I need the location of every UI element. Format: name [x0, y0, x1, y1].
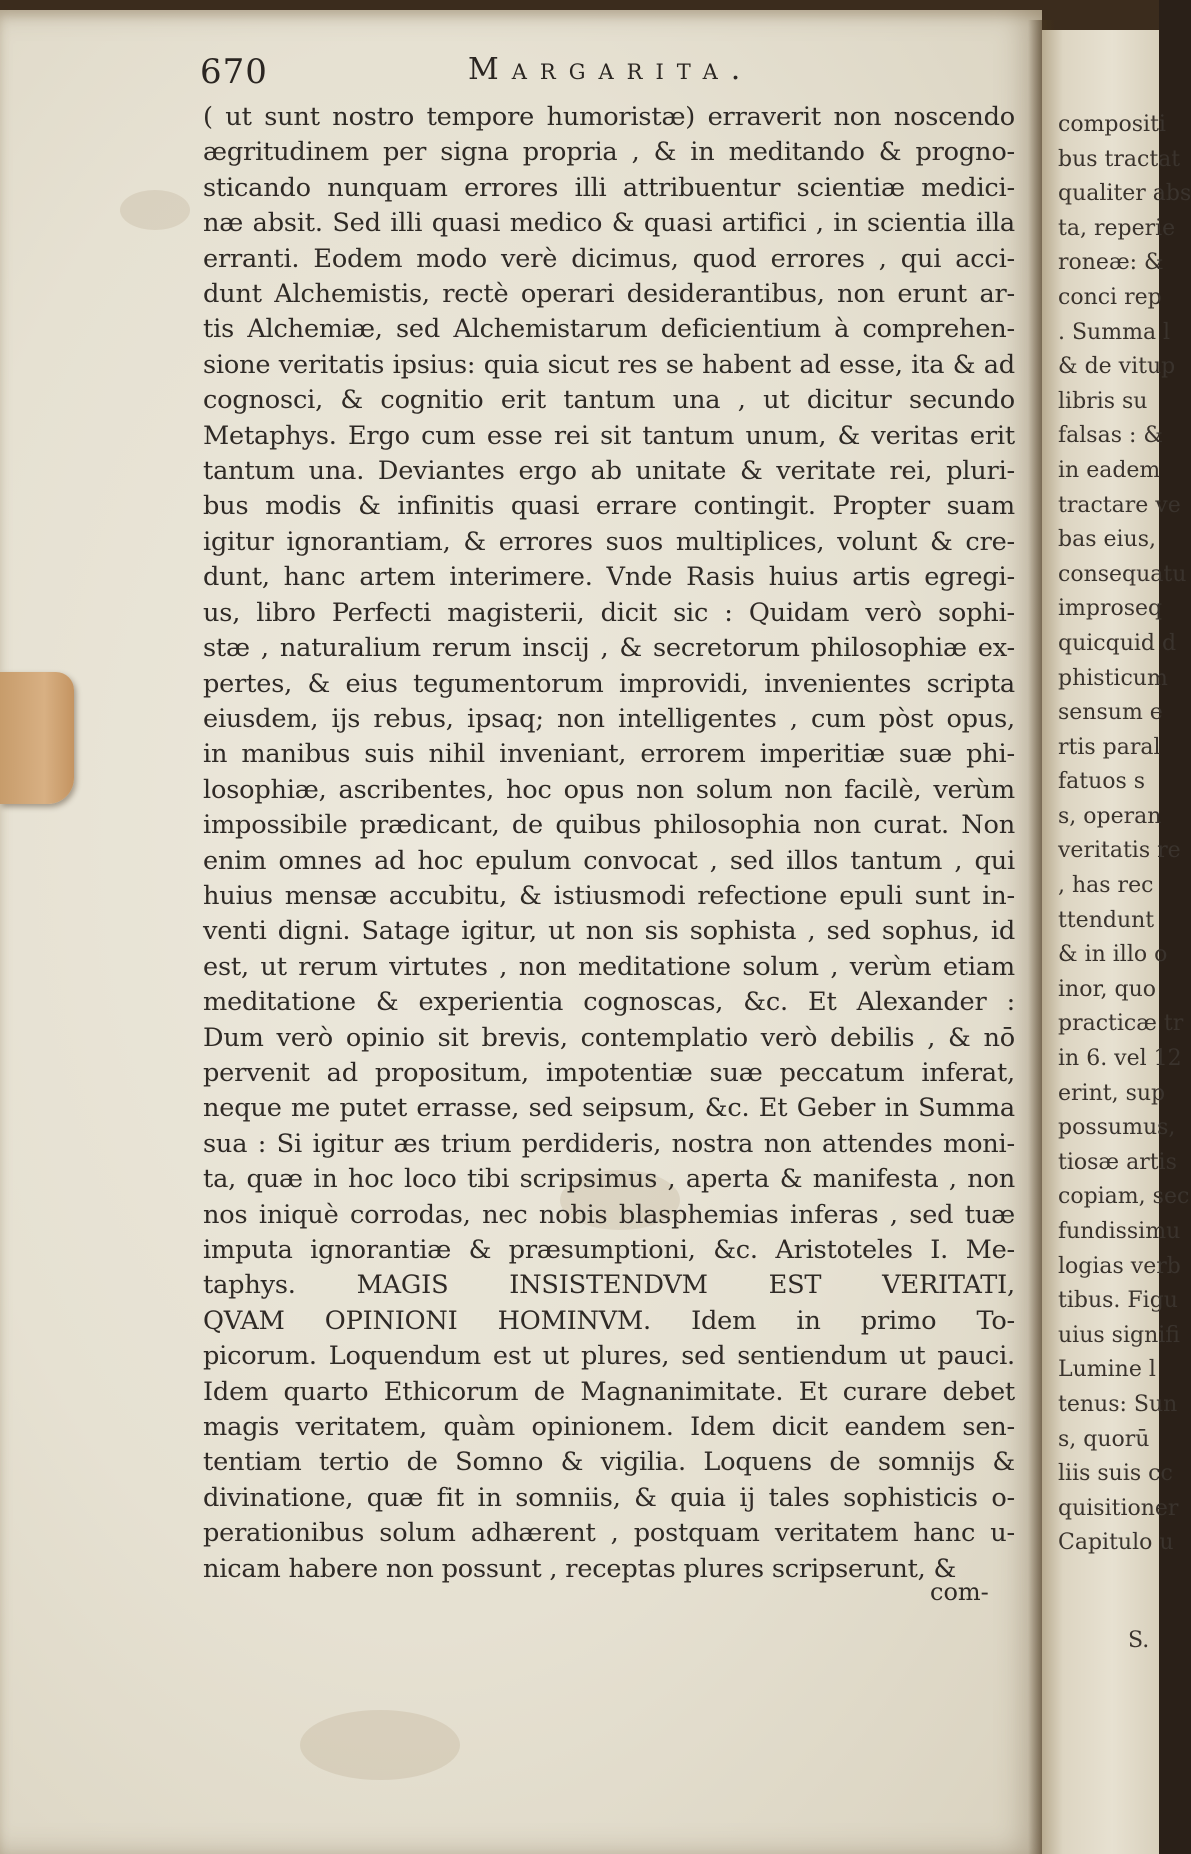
- facing-text-line: ttendunt: [1058, 907, 1155, 933]
- text-line: tentiam tertio de Somno & vigilia. Loquens de somnijs &: [203, 1447, 1015, 1478]
- text-line: meditatione & experientia cognoscas, &c. Et Alexander :: [203, 987, 1015, 1018]
- facing-text-line: bas eius,: [1058, 527, 1156, 553]
- text-line: dunt, hanc artem interimere. Vnde Rasis huius artis egregi-: [203, 562, 1015, 593]
- facing-text-line: ta, reperie: [1058, 215, 1176, 241]
- text-line: erranti. Eodem modo verè dicimus, quod errores , qui acci-: [203, 243, 1015, 274]
- text-line: sticando nunquam errores illi attribuentur scientiæ medici-: [203, 172, 1015, 203]
- facing-text-line: tiosæ artis: [1058, 1149, 1177, 1175]
- facing-text-line: practicæ tr: [1058, 1011, 1184, 1037]
- text-line: ( ut sunt nostro tempore humoristæ) erraverit non noscendo: [203, 102, 1015, 132]
- text-line: nos iniquè corrodas, nec nobis blasphemias inferas , sed tuæ: [203, 1199, 1015, 1230]
- facing-text-line: & in illo o: [1058, 942, 1168, 968]
- text-line: dunt Alchemistis, rectè operari desiderantibus, non erunt ar-: [203, 279, 1015, 310]
- facing-text-line: fatuos s: [1058, 769, 1146, 795]
- text-line: stæ , naturalium rerum inscij , & secretorum philosophiæ ex-: [203, 633, 1015, 664]
- text-line: igitur ignorantiam, & errores suos multiplices, volunt & cre-: [203, 526, 1015, 557]
- text-line: losophiæ, ascribentes, hoc opus non solum non facilè, verùm: [203, 774, 1015, 805]
- facing-text-line: tibus. Figu: [1058, 1288, 1178, 1314]
- facing-text-line: conci rep: [1058, 284, 1162, 310]
- facing-text-line: veritatis re: [1058, 838, 1181, 864]
- text-line: venti digni. Satage igitur, ut non sis sophista , sed sophus, id: [203, 916, 1015, 947]
- facing-text-line: bus tractat: [1058, 146, 1181, 172]
- text-line: sua : Si igitur æs trium perdideris, nostra non attendes moni-: [203, 1128, 1015, 1159]
- facing-text-line: sensum e: [1058, 700, 1163, 726]
- facing-text-line: liis suis cc: [1058, 1461, 1173, 1487]
- facing-text-line: phisticum: [1058, 665, 1168, 691]
- page-number: 670: [200, 52, 268, 92]
- facing-text-line: tractare ve: [1058, 492, 1181, 518]
- facing-page-text: [1058, 108, 1191, 1561]
- text-line: nicam habere non possunt , receptas plures scripserunt, &: [203, 1553, 957, 1584]
- text-line: tis Alchemiæ, sed Alchemistarum deficientium à comprehen-: [203, 314, 1015, 345]
- facing-text-line: consequatu: [1058, 561, 1187, 587]
- facing-text-line: uius signifi: [1058, 1322, 1180, 1348]
- body-text: [203, 100, 1015, 1587]
- paper-stain: [300, 1710, 460, 1780]
- facing-text-line: & de vitup: [1058, 354, 1176, 380]
- facing-text-line: Capitulo u: [1058, 1530, 1174, 1556]
- catchword: com-: [930, 1578, 989, 1606]
- text-line: picorum. Loquendum est ut plures, sed sentiendum ut pauci.: [203, 1341, 1015, 1372]
- paper-tab-marker: [0, 672, 74, 804]
- text-line: us, libro Perfecti magisterii, dicit sic : Quidam verò sophi-: [203, 597, 1015, 628]
- facing-text-line: , has rec: [1058, 873, 1154, 899]
- facing-text-line: quisitioner: [1058, 1495, 1179, 1521]
- text-line: neque me putet errasse, sed seipsum, &c. Et Geber in Summa: [203, 1093, 1015, 1124]
- text-line: næ absit. Sed illi quasi medico & quasi artifici , in scientia illa: [203, 208, 1015, 239]
- facing-text-line: tenus: Sun: [1058, 1391, 1178, 1417]
- text-line: magis veritatem, quàm opinionem. Idem dicit eandem sen-: [203, 1412, 1015, 1443]
- facing-text-line: roneæ: &: [1058, 250, 1164, 276]
- text-line: sione veritatis ipsius: quia sicut res se habent ad esse, ita & ad: [203, 349, 1015, 380]
- facing-text-line: libris su: [1058, 388, 1148, 414]
- facing-text-line: . Summa l: [1058, 319, 1171, 345]
- text-line: est, ut rerum virtutes , non meditatione solum , verùm etiam: [203, 951, 1015, 982]
- facing-text-line: inor, quo: [1058, 976, 1157, 1002]
- text-line: cognosci, & cognitio erit tantum una , ut dicitur secundo: [203, 385, 1015, 416]
- text-line: huius mensæ accubitu, & istiusmodi refectione epuli sunt in-: [203, 880, 1015, 911]
- facing-text-line: falsas : &: [1058, 423, 1163, 449]
- text-line: ægritudinem per signa propria , & in meditando & progno-: [203, 137, 1015, 168]
- text-line: impossibile prædicant, de quibus philosophia non curat. Non: [203, 810, 1015, 841]
- text-line: QVAM OPINIONI HOMINVM. Idem in primo To-: [203, 1305, 1015, 1336]
- facing-text-line: possumus,: [1058, 1115, 1176, 1141]
- paper-stain: [120, 190, 190, 230]
- text-line: perationibus solum adhærent , postquam veritatem hanc u-: [203, 1518, 1015, 1549]
- facing-text-line: s, operan: [1058, 803, 1162, 829]
- facing-text-line: compositi: [1058, 112, 1166, 137]
- text-line: imputa ignorantiæ & præsumptioni, &c. Aristoteles I. Me-: [203, 1235, 1015, 1265]
- text-line: pervenit ad propositum, impotentiæ suæ peccatum inferat,: [203, 1057, 1015, 1088]
- text-line: Metaphys. Ergo cum esse rei sit tantum unum, & veritas erit: [203, 420, 1015, 451]
- text-line: pertes, & eius tegumentorum improvidi, invenientes scripta: [203, 668, 1015, 699]
- facing-catchword: S.: [1128, 1628, 1150, 1653]
- text-line: divinatione, quæ fit in somniis, & quia ij tales sophisticis o-: [203, 1482, 1015, 1513]
- facing-text-line: logias verb: [1058, 1253, 1181, 1279]
- text-line: ta, quæ in hoc loco tibi scripsimus , aperta & manifesta , non: [203, 1164, 1015, 1195]
- facing-text-line: copiam, sec: [1058, 1184, 1190, 1210]
- text-line: Idem quarto Ethicorum de Magnanimitate. Et curare debet: [203, 1376, 1015, 1407]
- facing-text-line: in 6. vel 12: [1058, 1046, 1182, 1072]
- facing-text-line: rtis paral: [1058, 734, 1161, 760]
- text-line: Dum verò opinio sit brevis, contemplatio verò debilis , & nō: [203, 1022, 1015, 1053]
- facing-text-line: in eadem: [1058, 457, 1161, 483]
- text-line: bus modis & infinitis quasi errare contingit. Propter suam: [203, 491, 1015, 522]
- page-header: [200, 52, 820, 96]
- facing-text-line: erint, sup: [1058, 1080, 1166, 1106]
- text-line: in manibus suis nihil inveniant, errorem imperitiæ suæ phi-: [203, 739, 1015, 770]
- text-line: taphys. MAGIS INSISTENDVM EST VERITATI,: [203, 1270, 1015, 1301]
- text-line: enim omnes ad hoc epulum convocat , sed illos tantum , qui: [203, 845, 1015, 876]
- facing-text-line: fundissimu: [1058, 1219, 1181, 1244]
- facing-text-line: quicquid d: [1058, 630, 1177, 656]
- running-title: Margarita.: [468, 52, 754, 87]
- text-line: tantum una. Deviantes ergo ab unitate & veritate rei, pluri-: [203, 456, 1015, 487]
- facing-text-line: qualiter abs: [1058, 181, 1191, 207]
- text-line: eiusdem, ijs rebus, ipsaq; non intelligentes , cum pòst opus,: [203, 703, 1015, 734]
- facing-text-line: Lumine l: [1058, 1357, 1156, 1383]
- facing-text-line: s, quorū: [1058, 1426, 1150, 1452]
- facing-text-line: improseq: [1058, 596, 1163, 622]
